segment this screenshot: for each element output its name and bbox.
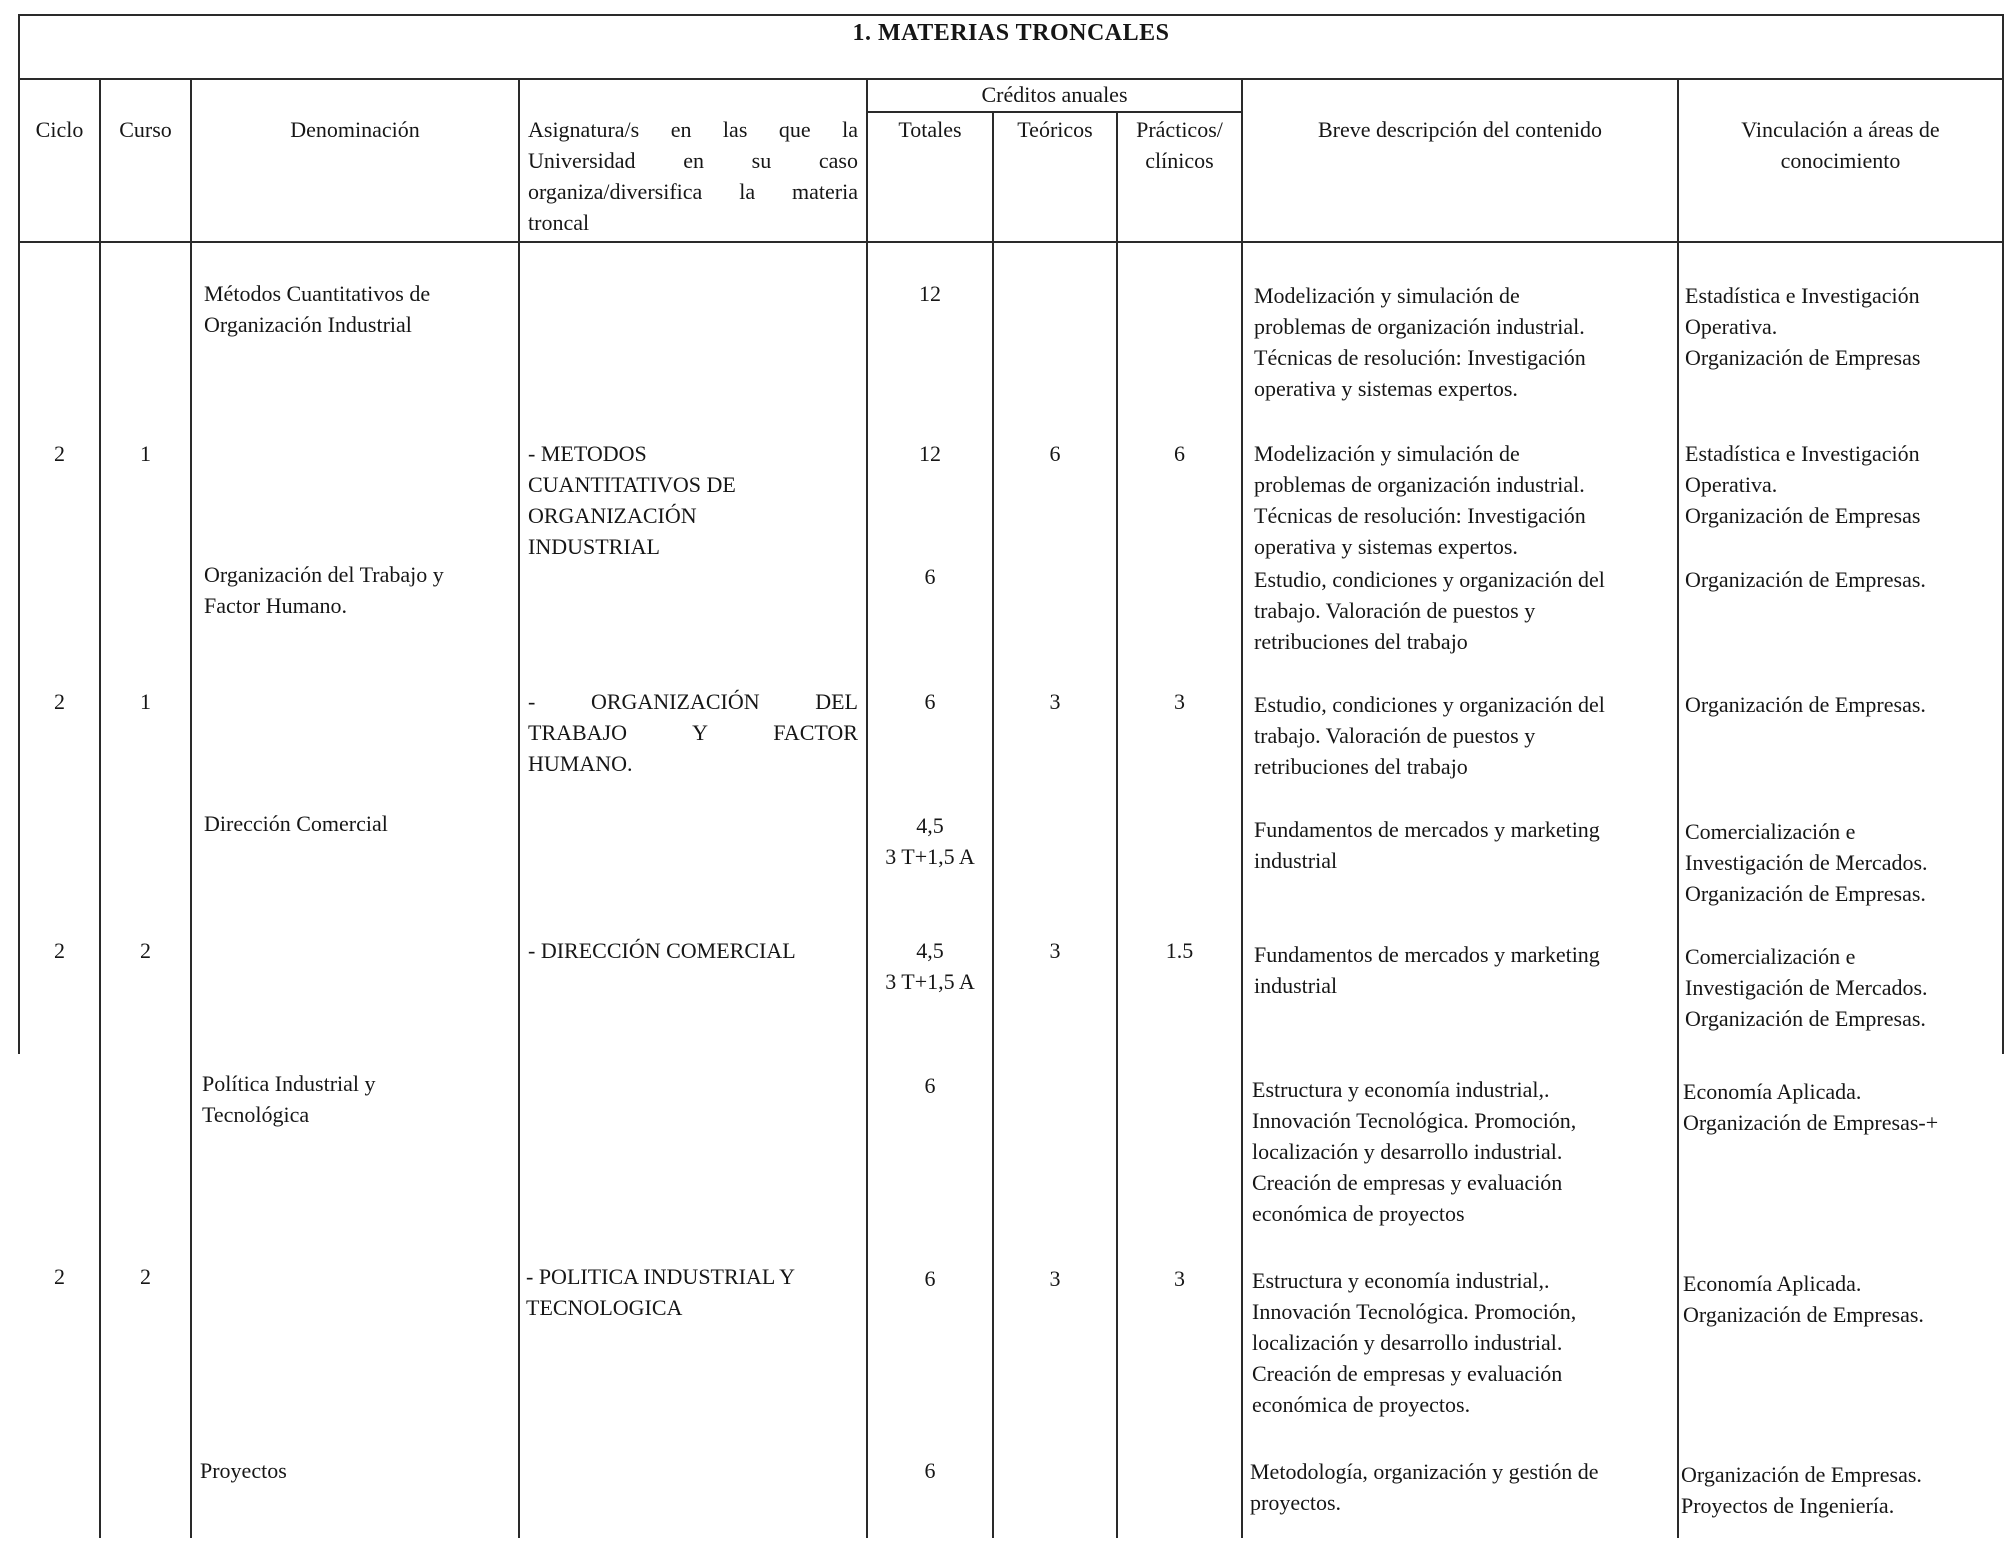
asignatura-practicos: 3	[1174, 1266, 1185, 1291]
asignatura-curso: 1	[140, 441, 151, 466]
asignatura-practicos: 6	[1174, 441, 1185, 466]
asignatura-curso: 2	[140, 938, 151, 963]
materia-descripcion: Modelización y simulación de problemas de organización industrial. Técnicas de resolución: Investigación operativa y sistemas expertos.	[1254, 283, 1586, 401]
asignatura-nombre-line: - ORGANIZACIÓN DEL	[528, 689, 858, 714]
materia-vinculacion: Economía Aplicada. Organización de Empresas-+	[1683, 1079, 1939, 1135]
header-practicos-line: clínicos	[1145, 148, 1214, 173]
asignatura-ciclo: 2	[54, 689, 65, 714]
header-vinculacion-line: Vinculación a áreas de	[1741, 117, 1940, 142]
asignatura-teoricos: 6	[1049, 441, 1061, 466]
materia-totales: 4,5 3 T+1,5 A	[885, 813, 975, 869]
asignatura-totales: 6	[924, 689, 936, 714]
asignatura-vinculacion: Economía Aplicada. Organización de Empresas.	[1683, 1271, 1924, 1327]
header-totales: Totales	[898, 117, 962, 142]
header-vinculacion	[1679, 114, 2002, 176]
materia-denominacion: Dirección Comercial	[204, 811, 388, 836]
asignatura-practicos: 1.5	[1165, 938, 1194, 963]
header-asignatura-line: Asignatura/s en las que la	[528, 117, 858, 142]
asignatura-ciclo: 2	[54, 441, 65, 466]
header-practicos	[1118, 114, 1241, 176]
asignatura-totales: 6	[924, 1266, 936, 1291]
header-vinculacion-line: conocimiento	[1780, 148, 1901, 173]
asignatura-curso: 2	[140, 1264, 151, 1289]
col-divider-totales	[992, 111, 994, 1538]
col-divider-teoricos	[1116, 111, 1118, 1538]
col-divider-descripcion	[1677, 78, 1679, 1538]
header-curso: Curso	[119, 117, 172, 142]
table-title: 1. MATERIAS TRONCALES	[852, 20, 1170, 46]
asignatura-curso: 1	[140, 689, 151, 714]
asignatura-nombre-line: HUMANO.	[528, 751, 633, 776]
asignatura-nombre	[528, 686, 858, 779]
materia-vinculacion: Organización de Empresas. Proyectos de Ingeniería.	[1681, 1462, 1922, 1518]
materia-totales: 6	[924, 564, 936, 589]
col-divider-denominacion	[518, 78, 520, 1538]
table-top-border	[18, 14, 2004, 16]
header-creditos-anuales: Créditos anuales	[981, 82, 1128, 107]
asignatura-ciclo: 2	[54, 938, 65, 963]
materia-vinculacion: Estadística e Investigación Operativa. Organización de Empresas	[1685, 283, 1921, 370]
materia-descripcion: Estudio, condiciones y organización del trabajo. Valoración de puestos y retribuciones del trabajo	[1254, 567, 1605, 654]
header-practicos-line: Prácticos/	[1136, 117, 1223, 142]
asignatura-vinculacion: Comercialización e Investigación de Mercados. Organización de Empresas.	[1685, 944, 1928, 1031]
header-teoricos: Teóricos	[1017, 117, 1093, 142]
asignatura-descripcion: Estudio, condiciones y organización del trabajo. Valoración de puestos y retribuciones del trabajo	[1254, 692, 1605, 779]
asignatura-totales: 4,5 3 T+1,5 A	[885, 938, 975, 994]
header-breve-descripcion: Breve descripción del contenido	[1317, 117, 1603, 142]
asignatura-nombre-line: TRABAJO Y FACTOR	[528, 720, 858, 745]
header-asignatura-line: organiza/diversifica la materia	[528, 179, 858, 204]
col-divider-practicos	[1241, 78, 1243, 1538]
curriculum-table	[18, 14, 2004, 1554]
asignatura-practicos: 3	[1174, 689, 1185, 714]
materia-descripcion: Estructura y economía industrial,. Innovación Tecnológica. Promoción, localización y desarrollo industrial. Creación de empresas y evaluación económica de proyectos	[1252, 1077, 1577, 1226]
col-divider-curso	[190, 78, 192, 1538]
header-bottom-border	[18, 241, 2004, 243]
asignatura-nombre: - METODOS CUANTITATIVOS DE ORGANIZACIÓN INDUSTRIAL	[528, 441, 736, 559]
asignatura-descripcion: Estructura y economía industrial,. Innovación Tecnológica. Promoción, localización y desarrollo industrial. Creación de empresas y evaluación económica de proyectos.	[1252, 1268, 1577, 1417]
materia-totales: 12	[919, 281, 941, 306]
asignatura-nombre: - POLITICA INDUSTRIAL Y TECNOLOGICA	[526, 1264, 796, 1320]
asignatura-nombre: - DIRECCIÓN COMERCIAL	[528, 938, 796, 963]
materia-vinculacion: Comercialización e Investigación de Mercados. Organización de Empresas.	[1685, 819, 1928, 906]
table-left-border	[18, 14, 20, 1054]
header-ciclo: Ciclo	[35, 117, 84, 142]
table-right-border	[2002, 14, 2004, 1054]
asignatura-descripcion: Fundamentos de mercados y marketing industrial	[1254, 942, 1600, 998]
asignatura-vinculacion: Estadística e Investigación Operativa. Organización de Empresas	[1685, 441, 1921, 528]
header-asignatura-line: troncal	[528, 210, 590, 235]
materia-denominacion: Política Industrial y Tecnológica	[202, 1071, 376, 1127]
materia-denominacion: Proyectos	[200, 1458, 287, 1483]
asignatura-totales: 12	[919, 441, 941, 466]
materia-descripcion: Metodología, organización y gestión de proyectos.	[1250, 1459, 1599, 1515]
materia-denominacion: Métodos Cuantitativos de Organización Industrial	[204, 281, 431, 337]
asignatura-teoricos: 3	[1049, 689, 1061, 714]
header-denominacion: Denominación	[290, 117, 420, 142]
asignatura-teoricos: 3	[1049, 938, 1061, 963]
materia-denominacion: Organización del Trabajo y Factor Humano.	[204, 562, 444, 618]
asignatura-descripcion: Modelización y simulación de problemas de organización industrial. Técnicas de resolución: Investigación operativa y sistemas expertos.	[1254, 441, 1586, 559]
header-asignatura	[528, 114, 858, 238]
asignatura-vinculacion: Organización de Empresas.	[1685, 692, 1926, 717]
materia-totales: 6	[924, 1458, 936, 1483]
creditos-subheader-border	[866, 111, 1241, 113]
col-divider-ciclo	[99, 78, 101, 1538]
materia-vinculacion: Organización de Empresas.	[1685, 567, 1926, 592]
header-asignatura-line: Universidad en su caso	[528, 148, 858, 173]
materia-descripcion: Fundamentos de mercados y marketing industrial	[1254, 817, 1600, 873]
asignatura-teoricos: 3	[1049, 1266, 1061, 1291]
materia-totales: 6	[924, 1073, 936, 1098]
asignatura-ciclo: 2	[54, 1264, 65, 1289]
